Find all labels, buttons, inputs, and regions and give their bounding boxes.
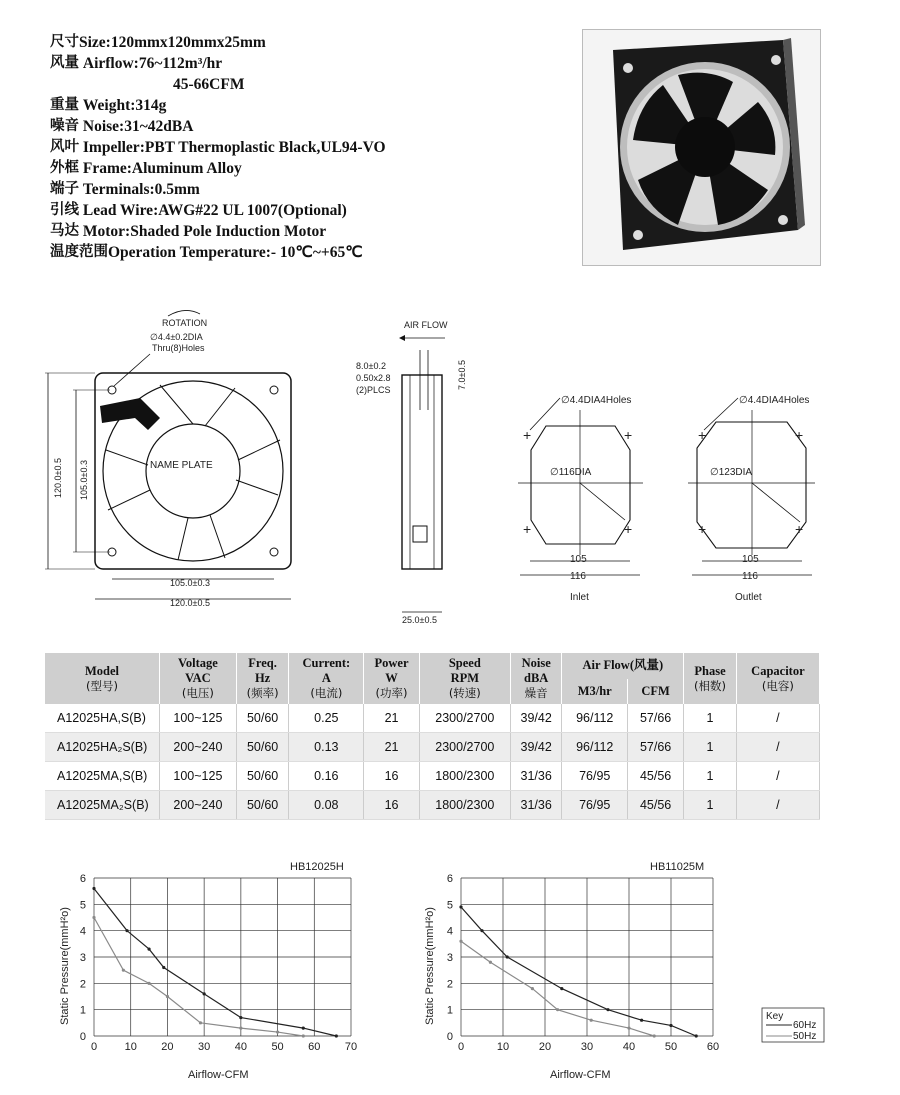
chart2-xtick-label: 30 bbox=[580, 1041, 594, 1053]
chart2-ytick-label: 4 bbox=[446, 925, 453, 938]
th-phase bbox=[684, 653, 737, 704]
front-view bbox=[45, 310, 291, 608]
cell-phase: 1 bbox=[684, 704, 737, 733]
chart1-xtick-label: 30 bbox=[198, 1041, 211, 1053]
chart2-ylabel: Static Pressure(mmH²o) bbox=[424, 907, 436, 1025]
chart1-point-60hz bbox=[203, 992, 206, 995]
chart2-xtick-label: 20 bbox=[538, 1041, 552, 1053]
side-note-1: 8.0±0.2 bbox=[356, 361, 386, 371]
chart2-point-60hz bbox=[669, 1024, 672, 1027]
chart1-point-60hz bbox=[125, 929, 128, 932]
spec-cn: 马达 bbox=[50, 223, 79, 239]
cell-power: 21 bbox=[364, 704, 419, 733]
technical-drawings bbox=[0, 290, 900, 630]
cell-noise: 31/36 bbox=[510, 762, 562, 791]
legend-key bbox=[762, 1008, 824, 1042]
chart2-xtick-label: 10 bbox=[496, 1041, 510, 1053]
side-note-2: 0.50x2.8 bbox=[356, 373, 391, 383]
cell-voltage: 100~125 bbox=[160, 704, 237, 733]
chart1-point-60hz bbox=[162, 966, 165, 969]
cell-power: 16 bbox=[364, 762, 419, 791]
chart1-point-50hz bbox=[199, 1021, 202, 1024]
chart2-point-60hz bbox=[480, 929, 483, 932]
spec-en: Noise:31~42dBA bbox=[82, 118, 194, 135]
chart2-xtick-label: 60 bbox=[706, 1041, 720, 1053]
th-model bbox=[45, 653, 160, 704]
cell-freq: 50/60 bbox=[236, 791, 289, 820]
chart2-point-60hz bbox=[560, 987, 563, 990]
inlet-dim-105: 105 bbox=[570, 554, 587, 565]
cell-speed: 2300/2700 bbox=[419, 704, 510, 733]
chart1-ytick-label: 2 bbox=[79, 978, 86, 991]
th-speed bbox=[419, 653, 510, 704]
outlet-dia-label: ∅123DIA bbox=[710, 467, 753, 478]
spec-en: Operation Temperature:- 10℃~+65℃ bbox=[108, 244, 363, 261]
inlet-dia-label: ∅116DIA bbox=[550, 467, 592, 478]
cell-model: A12025MA₂S(B) bbox=[45, 791, 160, 820]
outlet-plus-br: + bbox=[795, 521, 804, 537]
chart2-point-60hz bbox=[606, 1008, 609, 1011]
th-power-label: Power bbox=[374, 656, 409, 670]
cell-current: 0.13 bbox=[289, 733, 364, 762]
chart1-series-50hz bbox=[94, 918, 303, 1037]
side-dim-25: 25.0±0.5 bbox=[402, 615, 437, 625]
cell-power: 16 bbox=[364, 791, 419, 820]
th-power-cn: (功率) bbox=[375, 686, 408, 700]
cell-cfm: 57/66 bbox=[628, 704, 684, 733]
chart1-point-60hz bbox=[147, 948, 150, 951]
th-voltage-unit: VAC bbox=[185, 671, 211, 685]
chart2-point-50hz bbox=[653, 1034, 656, 1037]
spec-en: Terminals:0.5mm bbox=[82, 181, 200, 198]
spec-terminals bbox=[50, 179, 386, 200]
spec-cn: 尺寸 bbox=[50, 34, 79, 50]
dim-120-vertical: 120.0±0.5 bbox=[53, 458, 63, 498]
cell-cfm: 45/56 bbox=[628, 791, 684, 820]
chart2-ytick-label: 1 bbox=[446, 1004, 453, 1017]
th-current-cn: (电流) bbox=[310, 686, 343, 700]
table-row bbox=[45, 733, 820, 762]
chart1-xtick-label: 0 bbox=[90, 1041, 98, 1053]
hole-note-2: Thru(8)Holes bbox=[152, 343, 205, 353]
cell-cfm: 57/66 bbox=[628, 733, 684, 762]
th-freq-label: Freq. bbox=[248, 656, 277, 670]
cell-phase: 1 bbox=[684, 791, 737, 820]
table-row bbox=[45, 791, 820, 820]
chart1-point-50hz bbox=[276, 1030, 279, 1033]
table-header-row bbox=[45, 653, 820, 679]
chart1-ytick-label: 5 bbox=[79, 899, 86, 912]
th-noise-cn: 燥音 bbox=[524, 686, 548, 700]
th-airflow bbox=[562, 653, 684, 679]
legend-50hz: 50Hz bbox=[793, 1031, 817, 1042]
spec-impeller bbox=[50, 137, 386, 158]
spec-en: Weight:314g bbox=[82, 97, 167, 114]
chart2-point-50hz bbox=[489, 961, 492, 964]
spec-temperature bbox=[50, 242, 386, 263]
cell-freq: 50/60 bbox=[236, 704, 289, 733]
side-view bbox=[356, 320, 467, 625]
outlet-holes-label: ∅4.4DIA4Holes bbox=[739, 395, 810, 406]
chart1-point-60hz bbox=[335, 1034, 338, 1037]
chart2-point-60hz bbox=[695, 1034, 698, 1037]
outlet-dim-116: 116 bbox=[742, 571, 758, 582]
th-freq-cn: (频率) bbox=[246, 686, 279, 700]
spec-weight bbox=[50, 95, 386, 116]
outlet-plus-tr: + bbox=[795, 427, 804, 443]
th-speed-label: Speed bbox=[448, 656, 481, 670]
cell-cfm: 45/56 bbox=[628, 762, 684, 791]
th-voltage-cn: (电压) bbox=[181, 686, 214, 700]
chart1-xtick-label: 40 bbox=[234, 1041, 247, 1053]
spec-en: Airflow:76~112m³/hr bbox=[82, 55, 223, 72]
cell-model: A12025HA,S(B) bbox=[45, 704, 160, 733]
chart2-ytick-label: 0 bbox=[446, 1031, 453, 1043]
side-dim-7: 7.0±0.5 bbox=[457, 360, 467, 390]
chart1-point-50hz bbox=[122, 969, 125, 972]
chart1-point-50hz bbox=[302, 1034, 305, 1037]
cell-capacitor: / bbox=[736, 704, 819, 733]
chart1-ytick-label: 1 bbox=[79, 1004, 86, 1017]
th-current-unit: A bbox=[321, 671, 331, 685]
chart2-xlabel: Airflow-CFM bbox=[550, 1069, 611, 1081]
th-phase-label: Phase bbox=[694, 663, 726, 678]
air-flow-label: AIR FLOW bbox=[404, 320, 448, 330]
chart2-xtick-label: 0 bbox=[457, 1041, 465, 1053]
spec-frame bbox=[50, 158, 386, 179]
th-power-unit: W bbox=[385, 671, 398, 685]
chart2-ytick-label: 5 bbox=[446, 899, 453, 912]
cell-speed: 1800/2300 bbox=[419, 791, 510, 820]
chart2-xtick-label: 50 bbox=[664, 1041, 678, 1053]
chart2-title: HB11025M bbox=[650, 861, 705, 873]
chart2-point-50hz bbox=[556, 1008, 559, 1011]
spec-cn: 温度范围 bbox=[50, 244, 108, 260]
spec-noise bbox=[50, 116, 386, 137]
chart1-ytick-label: 6 bbox=[79, 873, 86, 885]
inlet-plus-br: + bbox=[624, 521, 633, 537]
spec-cn: 重量 bbox=[50, 97, 79, 113]
chart1-xtick-label: 70 bbox=[344, 1041, 358, 1053]
spec-cn: 风叶 bbox=[50, 139, 79, 155]
th-phase-cn: (相数) bbox=[694, 678, 727, 693]
inlet-view bbox=[518, 395, 643, 603]
th-noise-unit: dBA bbox=[524, 671, 549, 685]
spec-en: Size:120mmx120mmx25mm bbox=[79, 34, 266, 51]
cell-voltage: 200~240 bbox=[160, 733, 237, 762]
side-note-3: (2)PLCS bbox=[356, 385, 391, 395]
th-capacitor bbox=[736, 653, 819, 704]
spec-motor bbox=[50, 221, 386, 242]
spec-en: Motor:Shaded Pole Induction Motor bbox=[82, 223, 327, 240]
chart2-point-60hz bbox=[506, 955, 509, 958]
cell-capacitor: / bbox=[736, 762, 819, 791]
spec-cn: 风量 bbox=[50, 55, 79, 71]
spec-lead-wire bbox=[50, 200, 386, 221]
th-freq bbox=[236, 653, 289, 704]
chart1-point-60hz bbox=[92, 887, 95, 890]
th-airflow-label: Air Flow(风量) bbox=[582, 658, 664, 673]
chart1-point-60hz bbox=[302, 1027, 305, 1030]
inlet-dim-116: 116 bbox=[570, 571, 586, 582]
chart2-ytick-label: 6 bbox=[446, 873, 453, 885]
th-capacitor-cn: (电容) bbox=[761, 678, 794, 693]
cell-m3hr: 76/95 bbox=[562, 791, 628, 820]
th-noise-label: Noise bbox=[521, 656, 551, 670]
cell-voltage: 200~240 bbox=[160, 791, 237, 820]
dim-105-vertical: 105.0±0.3 bbox=[79, 460, 89, 500]
chart1-ytick-label: 4 bbox=[79, 925, 86, 938]
chart2-point-50hz bbox=[590, 1019, 593, 1022]
cell-capacitor: / bbox=[736, 733, 819, 762]
spec-size bbox=[50, 32, 386, 53]
cell-voltage: 100~125 bbox=[160, 762, 237, 791]
th-current-label: Current: bbox=[302, 656, 351, 670]
fan-image bbox=[583, 30, 820, 265]
chart1-ytick-label: 3 bbox=[79, 952, 86, 964]
chart2-point-60hz bbox=[640, 1019, 643, 1022]
th-voltage bbox=[160, 653, 237, 704]
chart1-xlabel: Airflow-CFM bbox=[188, 1069, 249, 1081]
chart2-point-50hz bbox=[531, 987, 534, 990]
spec-en: 45-66CFM bbox=[173, 76, 245, 93]
cell-capacitor: / bbox=[736, 791, 819, 820]
legend-60hz: 60Hz bbox=[793, 1020, 817, 1031]
th-cfm: CFM bbox=[628, 679, 684, 705]
dim-105-horizontal: 105.0±0.3 bbox=[170, 578, 210, 588]
cell-noise: 39/42 bbox=[510, 733, 562, 762]
th-power bbox=[364, 653, 419, 704]
chart1-xtick-label: 50 bbox=[271, 1041, 284, 1053]
inlet-plus-bl: + bbox=[523, 521, 532, 537]
spec-en: Lead Wire:AWG#22 UL 1007(Optional) bbox=[82, 202, 347, 219]
cell-freq: 50/60 bbox=[236, 762, 289, 791]
cell-current: 0.08 bbox=[289, 791, 364, 820]
spec-cn: 引线 bbox=[50, 202, 79, 218]
chart2-point-50hz bbox=[459, 940, 462, 943]
cell-speed: 2300/2700 bbox=[419, 733, 510, 762]
chart2-point-60hz bbox=[459, 905, 462, 908]
th-speed-cn: (转速) bbox=[448, 686, 481, 700]
spec-airflow-cfm bbox=[50, 74, 386, 95]
outlet-label: Outlet bbox=[735, 592, 762, 603]
th-speed-unit: RPM bbox=[450, 671, 480, 685]
outlet-plus-bl: + bbox=[698, 521, 707, 537]
spec-table bbox=[45, 653, 820, 820]
chart2-point-50hz bbox=[627, 1027, 630, 1030]
table-row bbox=[45, 762, 820, 791]
chart2-xtick-label: 40 bbox=[622, 1041, 636, 1053]
inlet-holes-label: ∅4.4DIA4Holes bbox=[561, 395, 632, 406]
fan-photo bbox=[582, 29, 821, 266]
performance-charts bbox=[0, 850, 900, 1095]
spec-en: Frame:Aluminum Alloy bbox=[82, 160, 242, 177]
chart1-point-50hz bbox=[166, 995, 169, 998]
chart1-ylabel: Static Pressure(mmH²o) bbox=[59, 907, 71, 1025]
th-model-label: Model bbox=[84, 663, 120, 678]
cell-m3hr: 76/95 bbox=[562, 762, 628, 791]
cell-phase: 1 bbox=[684, 762, 737, 791]
cell-noise: 39/42 bbox=[510, 704, 562, 733]
chart1-xtick-label: 60 bbox=[308, 1041, 321, 1053]
cell-m3hr: 96/112 bbox=[562, 733, 628, 762]
name-plate-label: NAME PLATE bbox=[150, 460, 213, 471]
spec-cn: 噪音 bbox=[50, 118, 79, 134]
chart1-point-50hz bbox=[147, 982, 150, 985]
chart1-xtick-label: 10 bbox=[124, 1041, 137, 1053]
spec-list bbox=[50, 32, 386, 263]
cell-freq: 50/60 bbox=[236, 733, 289, 762]
inlet-label: Inlet bbox=[570, 592, 589, 603]
chart1-series-60hz bbox=[94, 889, 336, 1036]
cell-speed: 1800/2300 bbox=[419, 762, 510, 791]
dim-120-horizontal: 120.0±0.5 bbox=[170, 598, 210, 608]
cell-phase: 1 bbox=[684, 733, 737, 762]
cell-noise: 31/36 bbox=[510, 791, 562, 820]
th-current bbox=[289, 653, 364, 704]
cell-power: 21 bbox=[364, 733, 419, 762]
cell-m3hr: 96/112 bbox=[562, 704, 628, 733]
table-row bbox=[45, 704, 820, 733]
cell-model: A12025HA₂S(B) bbox=[45, 733, 160, 762]
rotation-label: ROTATION bbox=[162, 318, 208, 328]
chart2-ytick-label: 3 bbox=[446, 952, 453, 964]
spec-cn: 端子 bbox=[50, 181, 79, 197]
spec-en: Impeller:PBT Thermoplastic Black,UL94-VO bbox=[82, 139, 386, 156]
chart1-point-50hz bbox=[92, 916, 95, 919]
th-voltage-label: Voltage bbox=[177, 656, 218, 670]
chart2-series-50hz bbox=[461, 941, 654, 1036]
chart1-point-60hz bbox=[239, 1016, 242, 1019]
chart1-point-50hz bbox=[239, 1027, 242, 1030]
outlet-plus-tl: + bbox=[698, 427, 707, 443]
chart1-xtick-label: 20 bbox=[161, 1041, 174, 1053]
spec-cn: 外框 bbox=[50, 160, 79, 176]
cell-current: 0.16 bbox=[289, 762, 364, 791]
outlet-dim-105: 105 bbox=[742, 554, 759, 565]
inlet-plus-tr: + bbox=[624, 427, 633, 443]
th-model-cn: (型号) bbox=[86, 678, 118, 693]
chart1-title: HB12025H bbox=[290, 861, 344, 873]
cell-current: 0.25 bbox=[289, 704, 364, 733]
chart2-ytick-label: 2 bbox=[446, 978, 453, 991]
th-freq-unit: Hz bbox=[254, 671, 271, 685]
th-m3hr: M3/hr bbox=[562, 679, 628, 705]
legend-title: Key bbox=[766, 1011, 784, 1022]
spec-airflow bbox=[50, 53, 386, 74]
inlet-plus-tl: + bbox=[523, 427, 532, 443]
hole-note-1: ∅4.4±0.2DIA bbox=[150, 332, 203, 342]
outlet-view bbox=[688, 395, 815, 603]
chart1-ytick-label: 0 bbox=[79, 1031, 86, 1043]
cell-model: A12025MA,S(B) bbox=[45, 762, 160, 791]
th-noise bbox=[510, 653, 562, 704]
th-capacitor-label: Capacitor bbox=[751, 663, 805, 678]
